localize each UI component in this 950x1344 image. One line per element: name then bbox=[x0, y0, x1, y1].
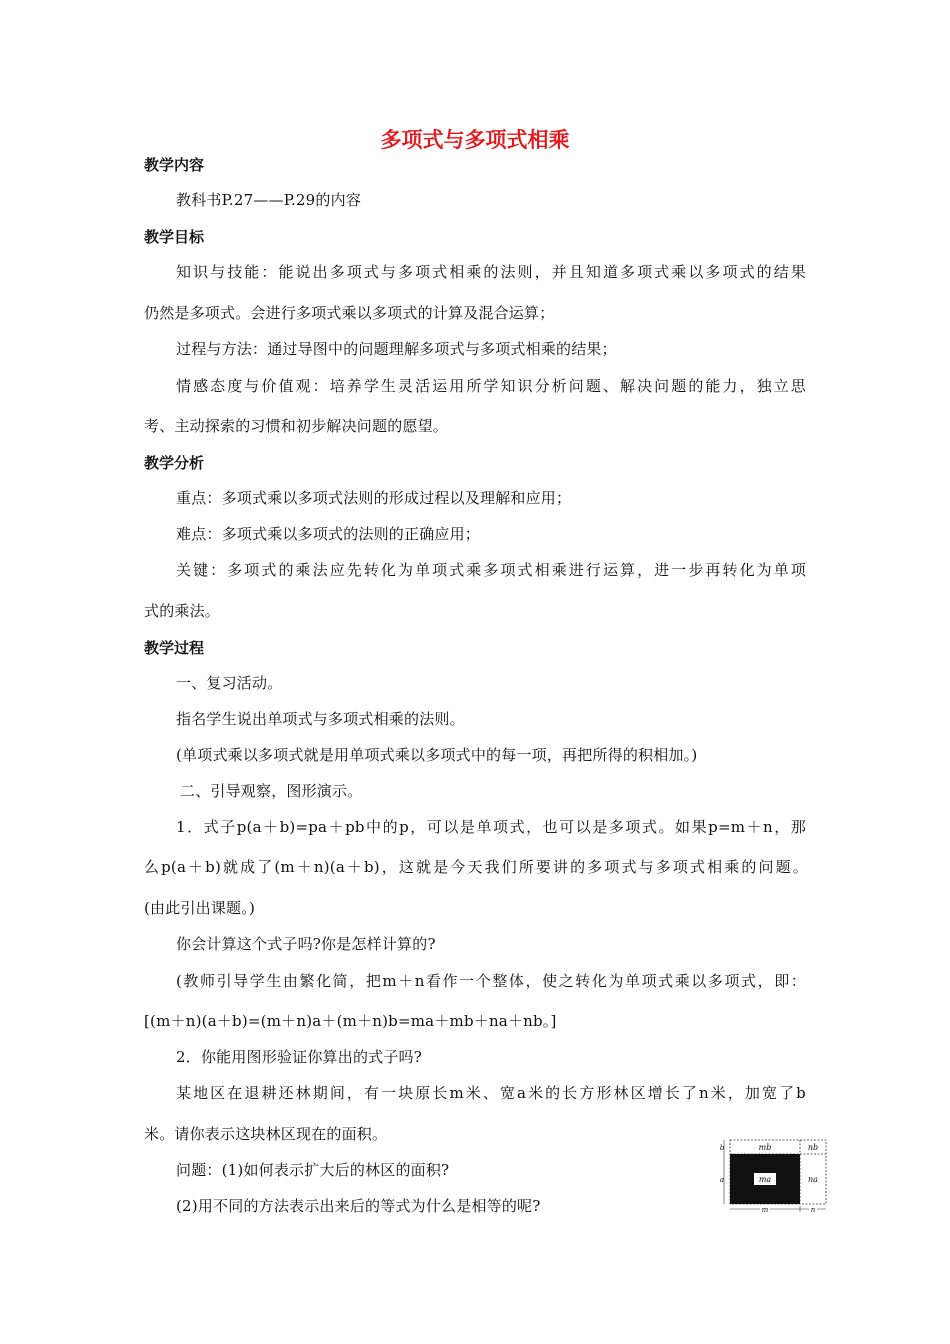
process-question1: 你会计算这个式子吗?你是怎样计算的? bbox=[176, 935, 436, 953]
dim-n: n bbox=[810, 1206, 816, 1214]
process-p2: 2．你能用图形验证你算出的式子吗? bbox=[176, 1048, 422, 1066]
process-step1: 一、复习活动。 bbox=[176, 674, 283, 692]
goal-emotion-line2: 考、主动探索的习惯和初步解决问题的愿望。 bbox=[144, 417, 449, 435]
analysis-key-line1: 关键：多项式的乘法应先转化为单项式乘多项式相乘进行运算，进一步再转化为单项 bbox=[176, 561, 806, 579]
label-nb: nb bbox=[807, 1143, 819, 1152]
goal-knowledge-line1: 知识与技能：能说出多项式与多项式相乘的法则，并且知道多项式乘以多项式的结果 bbox=[176, 263, 806, 281]
goal-emotion-line1: 情感态度与价值观：培养学生灵活运用所学知识分析问题、解决问题的能力，独立思 bbox=[176, 377, 806, 395]
process-step1-a: 指名学生说出单项式与多项式相乘的法则。 bbox=[176, 710, 465, 728]
area-diagram bbox=[716, 1138, 828, 1214]
content-text: 教科书P.27——P.29的内容 bbox=[176, 191, 362, 209]
process-step2: 二、引导观察，图形演示。 bbox=[180, 782, 363, 800]
process-p2-b: 米。请你表示这块林区现在的面积。 bbox=[144, 1125, 388, 1143]
analysis-focus: 重点：多项式乘以多项式法则的形成过程以及理解和应用； bbox=[176, 489, 572, 507]
section-heading-process: 教学过程 bbox=[144, 639, 205, 657]
process-p1-line3: (由此引出课题。) bbox=[144, 899, 256, 917]
section-heading-goals: 教学目标 bbox=[144, 228, 205, 246]
goal-knowledge-line2: 仍然是多项式。会进行多项式乘以多项式的计算及混合运算； bbox=[144, 304, 555, 322]
dim-a: a bbox=[719, 1176, 725, 1184]
label-mb: mb bbox=[758, 1143, 772, 1152]
process-step1-b: (单项式乘以多项式就是用单项式乘以多项式中的每一项，再把所得的积相加。) bbox=[176, 746, 698, 764]
process-p1-line2: 么p(a＋b)就成了(m＋n)(a＋b)，这就是今天我们所要讲的多项式与多项式相乘的问题。 bbox=[144, 858, 808, 876]
dim-b: b bbox=[719, 1144, 725, 1152]
section-heading-analysis: 教学分析 bbox=[144, 454, 205, 472]
process-p2-a: 某地区在退耕还林期间，有一块原长m米、宽a米的长方形林区增长了n米，加宽了b bbox=[176, 1084, 806, 1102]
analysis-difficulty: 难点：多项式乘以多项式的法则的正确应用； bbox=[176, 525, 481, 543]
analysis-key-line2: 式的乘法。 bbox=[144, 602, 221, 620]
goal-process: 过程与方法：通过导图中的问题理解多项式与多项式相乘的结果； bbox=[176, 340, 617, 358]
process-problem2: (2)用不同的方法表示出来后的等式为什么是相等的呢? bbox=[176, 1197, 541, 1215]
label-na: na bbox=[808, 1175, 818, 1184]
dim-m: m bbox=[761, 1206, 769, 1214]
process-problem1: 问题：(1)如何表示扩大后的林区的面积? bbox=[176, 1161, 450, 1179]
process-question1-b: [(m＋n)(a＋b)=(m＋n)a＋(m＋n)b=ma＋mb＋na＋nb。] bbox=[144, 1012, 557, 1030]
process-question1-a: (教师引导学生由繁化简，把m＋n看作一个整体，使之转化为单项式乘以多项式，即： bbox=[176, 972, 806, 990]
page-title: 多项式与多项式相乘 bbox=[380, 128, 570, 152]
label-ma: ma bbox=[758, 1175, 772, 1184]
section-heading-content: 教学内容 bbox=[144, 156, 205, 174]
process-p1-line1: 1．式子p(a＋b)=pa＋pb中的p，可以是单项式，也可以是多项式。如果p=m＋n，那 bbox=[176, 818, 806, 836]
